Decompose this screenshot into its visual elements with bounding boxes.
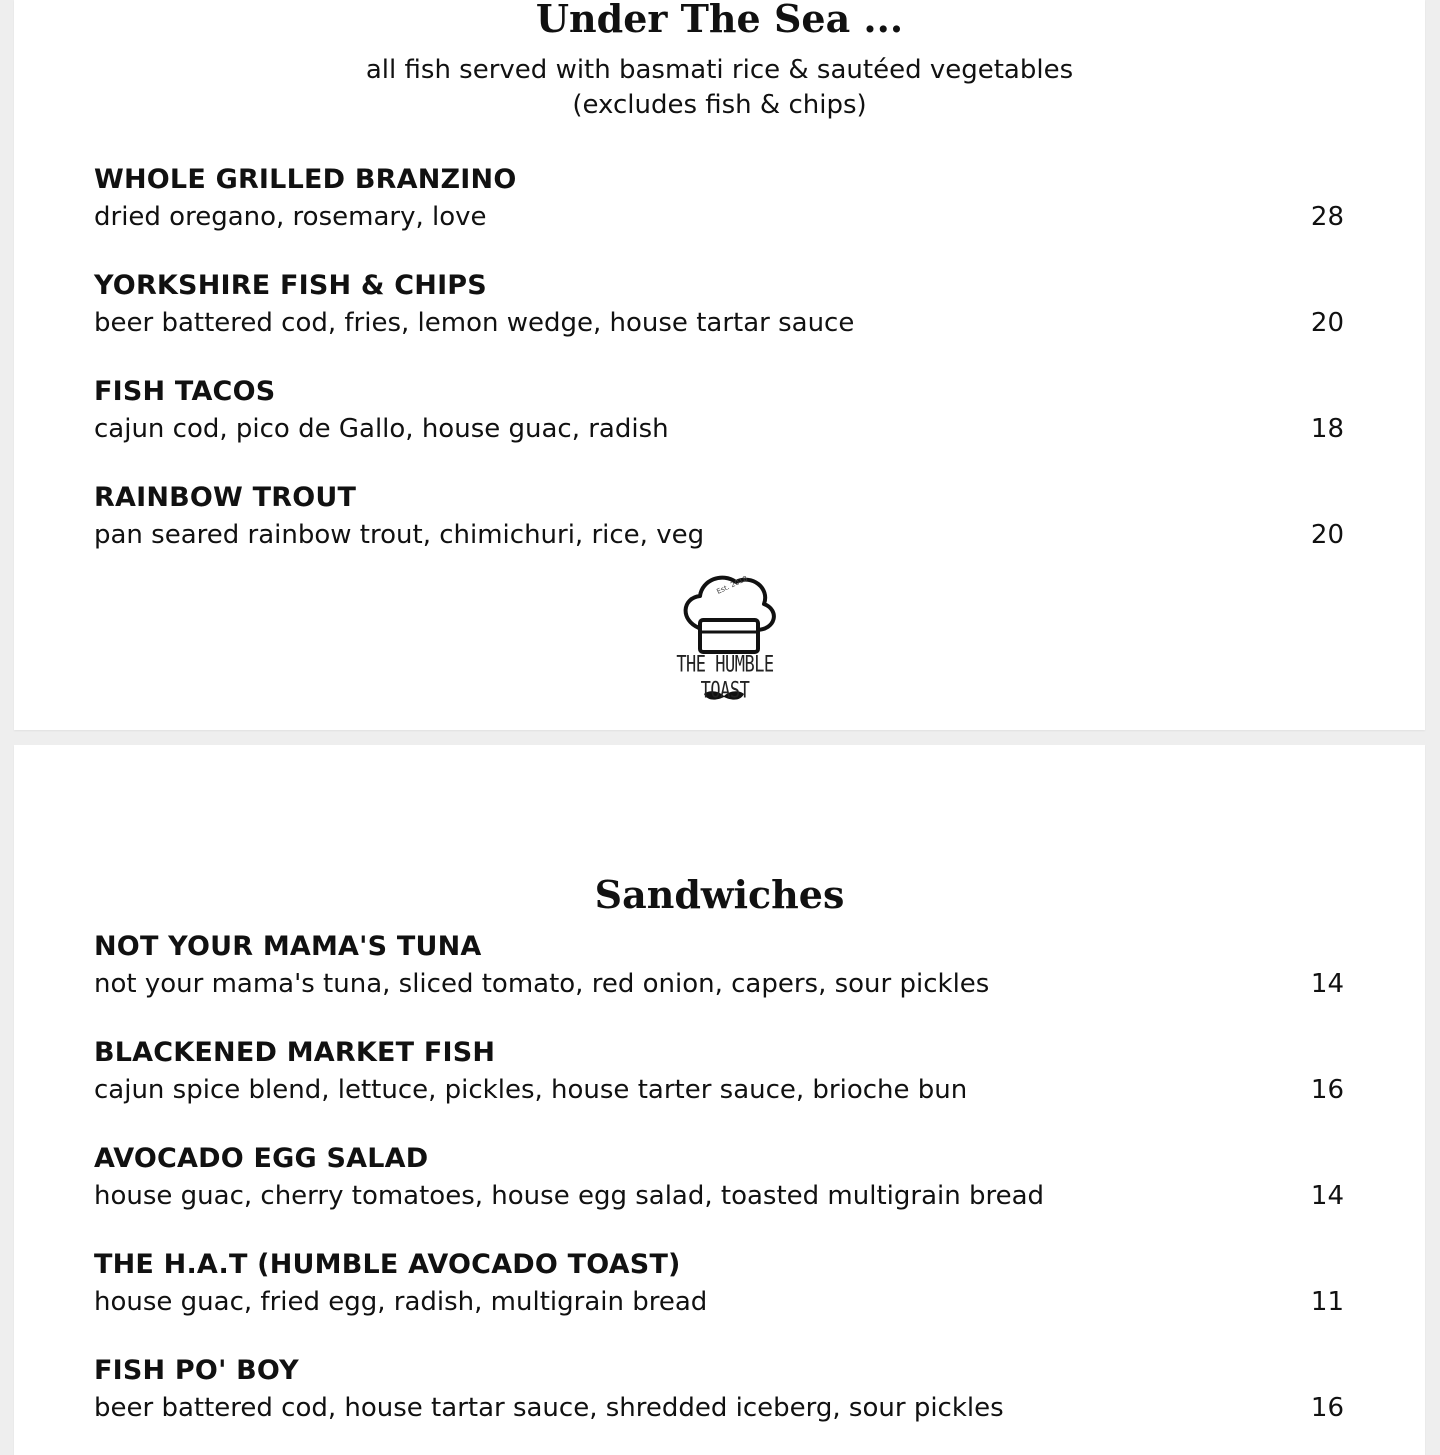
- menu-item-name: AVOCADO EGG SALAD: [94, 1143, 429, 1174]
- menu-item-price: 16: [1310, 1393, 1344, 1423]
- menu-item: [94, 162, 1344, 242]
- menu-item: [94, 1353, 1344, 1433]
- menu-item-price: 18: [1310, 414, 1344, 444]
- menu-item-description: beer battered cod, fries, lemon wedge, house tartar sauce: [94, 308, 855, 338]
- menu-item: [94, 1035, 1344, 1115]
- menu-item-price: 20: [1310, 520, 1344, 550]
- menu-item: [94, 1141, 1344, 1221]
- menu-item: [94, 374, 1344, 454]
- section-subtitle-line-1: all fish served with basmati rice & sautéed vegetables: [365, 55, 1074, 85]
- menu-item-description: not your mama's tuna, sliced tomato, red onion, capers, sour pickles: [94, 969, 990, 999]
- menu-item-description: cajun spice blend, lettuce, pickles, house tarter sauce, brioche bun: [94, 1075, 968, 1105]
- menu-item-description: beer battered cod, house tartar sauce, shredded iceberg, sour pickles: [94, 1393, 1004, 1423]
- humble-toast-logo: [652, 568, 798, 708]
- menu-item-name: NOT YOUR MAMA'S TUNA: [94, 931, 482, 962]
- logo-wordmark: THE HUMBLE TOAST: [676, 652, 774, 704]
- menu-item-price: 28: [1310, 202, 1344, 232]
- section-title-under-the-sea: Under The Sea ...: [535, 0, 904, 41]
- menu-item-description: cajun cod, pico de Gallo, house guac, radish: [94, 414, 669, 444]
- menu-item-name: RAINBOW TROUT: [94, 482, 357, 513]
- menu-item: [94, 929, 1344, 1009]
- menu-item: [94, 1247, 1344, 1327]
- menu-item-price: 14: [1310, 969, 1344, 999]
- menu-item-description: pan seared rainbow trout, chimichuri, rice, veg: [94, 520, 705, 550]
- section-subtitle-line-2: (excludes fish & chips): [572, 90, 867, 120]
- section-title-sandwiches: Sandwiches: [594, 872, 845, 917]
- menu-item-name: FISH PO' BOY: [94, 1355, 299, 1386]
- menu-item: [94, 480, 1344, 560]
- menu-item-name: WHOLE GRILLED BRANZINO: [94, 164, 517, 195]
- menu-page-under-the-sea: [14, 0, 1425, 730]
- menu-item-price: 14: [1310, 1181, 1344, 1211]
- menu-page-sandwiches: [14, 745, 1425, 1455]
- menu-item-name: FISH TACOS: [94, 376, 276, 407]
- menu-item-description: dried oregano, rosemary, love: [94, 202, 487, 232]
- menu-item-name: THE H.A.T (HUMBLE AVOCADO TOAST): [94, 1249, 681, 1280]
- menu-item-price: 20: [1310, 308, 1344, 338]
- menu-item-price: 11: [1310, 1287, 1344, 1317]
- menu-item: [94, 268, 1344, 348]
- menu-item-price: 16: [1310, 1075, 1344, 1105]
- hat-established-text: Est. 2018: [715, 574, 749, 596]
- menu-item-name: YORKSHIRE FISH & CHIPS: [94, 270, 487, 301]
- menu-item-name: BLACKENED MARKET FISH: [94, 1037, 496, 1068]
- menu-item-description: house guac, fried egg, radish, multigrain bread: [94, 1287, 708, 1317]
- menu-item-description: house guac, cherry tomatoes, house egg salad, toasted multigrain bread: [94, 1181, 1045, 1211]
